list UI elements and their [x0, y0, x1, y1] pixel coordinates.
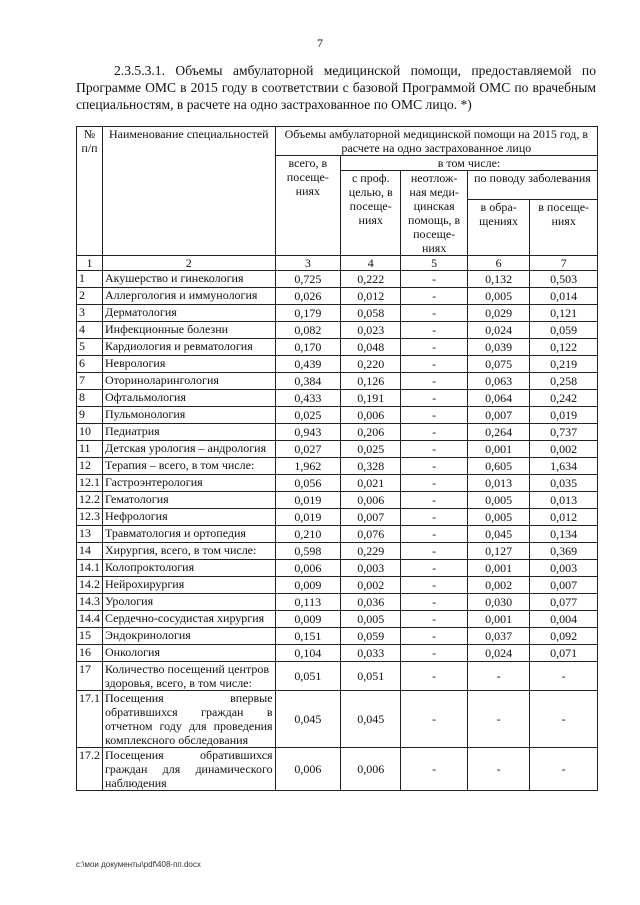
- value-cell: 0,013: [530, 492, 598, 509]
- value-cell: 0,007: [341, 509, 401, 526]
- column-number: 6: [467, 256, 529, 271]
- value-cell: 0,012: [530, 509, 598, 526]
- header-volumes: Объемы амбулаторной медицинской помощи на 2015 год, в расчете на одно застрахованное лицо: [275, 127, 597, 156]
- header-visits: в посеще-ниях: [530, 199, 598, 255]
- value-cell: 0,007: [467, 407, 529, 424]
- value-cell: 0,005: [467, 509, 529, 526]
- specialty-name: Детская урология – андрология: [102, 441, 275, 458]
- value-cell: -: [467, 662, 529, 691]
- value-cell: 0,064: [467, 390, 529, 407]
- specialty-name: Количество посещений центров здоровья, всего, в том числе:: [102, 662, 275, 691]
- value-cell: 0,009: [275, 577, 341, 594]
- table-row: [77, 748, 598, 791]
- row-number: 14: [77, 543, 103, 560]
- value-cell: 0,006: [275, 748, 341, 791]
- specialty-name: Акушерство и гинекология: [102, 271, 275, 288]
- column-number: 4: [341, 256, 401, 271]
- page-number: 7: [317, 36, 323, 50]
- table-row: [77, 594, 598, 611]
- value-cell: 1,634: [530, 458, 598, 475]
- table-row: [77, 475, 598, 492]
- header-including: в том числе:: [341, 156, 598, 171]
- specialty-name: Нейрохирургия: [102, 577, 275, 594]
- value-cell: 0,082: [275, 322, 341, 339]
- value-cell: 0,075: [467, 356, 529, 373]
- value-cell: -: [401, 305, 468, 322]
- value-cell: 0,003: [530, 560, 598, 577]
- table-row: [77, 628, 598, 645]
- value-cell: 0,206: [341, 424, 401, 441]
- value-cell: -: [401, 441, 468, 458]
- value-cell: 0,134: [530, 526, 598, 543]
- value-cell: 0,006: [341, 748, 401, 791]
- header-num: № п/п: [77, 127, 103, 256]
- value-cell: 0,030: [467, 594, 529, 611]
- value-cell: 0,025: [275, 407, 341, 424]
- value-cell: 0,039: [467, 339, 529, 356]
- value-cell: 0,210: [275, 526, 341, 543]
- table-row: [77, 322, 598, 339]
- value-cell: 0,725: [275, 271, 341, 288]
- value-cell: 0,051: [341, 662, 401, 691]
- specialty-name: Онкология: [102, 645, 275, 662]
- value-cell: 0,605: [467, 458, 529, 475]
- table-row: [77, 577, 598, 594]
- value-cell: 0,071: [530, 645, 598, 662]
- row-number: 7: [77, 373, 103, 390]
- row-number: 12.3: [77, 509, 103, 526]
- table-row: [77, 645, 598, 662]
- table-row: [77, 543, 598, 560]
- value-cell: 0,076: [341, 526, 401, 543]
- value-cell: 0,058: [341, 305, 401, 322]
- value-cell: -: [401, 577, 468, 594]
- row-number: 13: [77, 526, 103, 543]
- value-cell: -: [401, 390, 468, 407]
- value-cell: 0,258: [530, 373, 598, 390]
- value-cell: 0,012: [341, 288, 401, 305]
- value-cell: -: [401, 339, 468, 356]
- value-cell: 0,132: [467, 271, 529, 288]
- value-cell: -: [401, 373, 468, 390]
- table-row: [77, 509, 598, 526]
- value-cell: 0,009: [275, 611, 341, 628]
- column-number: 5: [401, 256, 468, 271]
- table-row: [77, 288, 598, 305]
- value-cell: 0,051: [275, 662, 341, 691]
- value-cell: 0,036: [341, 594, 401, 611]
- value-cell: 0,006: [341, 492, 401, 509]
- table-row: [77, 424, 598, 441]
- header-total: всего, в посеще-ниях: [275, 156, 341, 256]
- value-cell: 0,113: [275, 594, 341, 611]
- value-cell: -: [401, 475, 468, 492]
- specialty-name: Травматология и ортопедия: [102, 526, 275, 543]
- table-row: [77, 271, 598, 288]
- row-number: 4: [77, 322, 103, 339]
- value-cell: 0,229: [341, 543, 401, 560]
- row-number: 9: [77, 407, 103, 424]
- row-number: 17.2: [77, 748, 103, 791]
- value-cell: 0,002: [341, 577, 401, 594]
- value-cell: 0,019: [530, 407, 598, 424]
- value-cell: -: [401, 492, 468, 509]
- value-cell: 0,037: [467, 628, 529, 645]
- value-cell: 0,007: [530, 577, 598, 594]
- row-number: 14.4: [77, 611, 103, 628]
- value-cell: -: [401, 424, 468, 441]
- column-number: 3: [275, 256, 341, 271]
- value-cell: -: [401, 407, 468, 424]
- value-cell: 0,121: [530, 305, 598, 322]
- value-cell: 0,170: [275, 339, 341, 356]
- row-number: 15: [77, 628, 103, 645]
- value-cell: 0,219: [530, 356, 598, 373]
- row-number: 5: [77, 339, 103, 356]
- value-cell: 0,503: [530, 271, 598, 288]
- value-cell: -: [467, 691, 529, 748]
- row-number: 8: [77, 390, 103, 407]
- volumes-table: [76, 126, 598, 791]
- row-number: 1: [77, 271, 103, 288]
- value-cell: 0,598: [275, 543, 341, 560]
- value-cell: 0,077: [530, 594, 598, 611]
- value-cell: 0,002: [530, 441, 598, 458]
- value-cell: 0,242: [530, 390, 598, 407]
- table-row: [77, 492, 598, 509]
- header-disease: по поводу заболевания: [467, 171, 597, 200]
- value-cell: 0,002: [467, 577, 529, 594]
- value-cell: 0,019: [275, 509, 341, 526]
- table-row: [77, 526, 598, 543]
- table-row: [77, 662, 598, 691]
- value-cell: -: [401, 748, 468, 791]
- value-cell: -: [467, 748, 529, 791]
- specialty-name: Неврология: [102, 356, 275, 373]
- row-number: 3: [77, 305, 103, 322]
- value-cell: 0,439: [275, 356, 341, 373]
- value-cell: 0,048: [341, 339, 401, 356]
- value-cell: 0,006: [275, 560, 341, 577]
- value-cell: 0,127: [467, 543, 529, 560]
- value-cell: 0,151: [275, 628, 341, 645]
- specialty-name: Сердечно-сосудистая хирургия: [102, 611, 275, 628]
- value-cell: 0,045: [275, 691, 341, 748]
- value-cell: -: [401, 594, 468, 611]
- value-cell: -: [401, 322, 468, 339]
- value-cell: 0,033: [341, 645, 401, 662]
- value-cell: -: [401, 543, 468, 560]
- table-row: [77, 356, 598, 373]
- section-title: 2.3.5.3.1. Объемы амбулаторной медицинской помощи, предоставляемой по Программе ОМС в 2015 году в соответствии с базовой Программой ОМС по врачебным специальностям, в расчете на одно застрахованное по ОМС лицо. *): [76, 63, 596, 112]
- header-appeals: в обра-щениях: [467, 199, 529, 255]
- table-row: [77, 373, 598, 390]
- value-cell: 0,005: [467, 288, 529, 305]
- specialty-name: Инфекционные болезни: [102, 322, 275, 339]
- value-cell: 0,024: [467, 322, 529, 339]
- row-number: 14.1: [77, 560, 103, 577]
- value-cell: 0,092: [530, 628, 598, 645]
- value-cell: -: [530, 662, 598, 691]
- value-cell: 0,025: [341, 441, 401, 458]
- row-number: 17.1: [77, 691, 103, 748]
- value-cell: -: [401, 691, 468, 748]
- value-cell: 0,179: [275, 305, 341, 322]
- column-number: 2: [102, 256, 275, 271]
- specialty-name: Нефрология: [102, 509, 275, 526]
- value-cell: -: [401, 628, 468, 645]
- row-number: 14.2: [77, 577, 103, 594]
- row-number: 12.1: [77, 475, 103, 492]
- table-row: [77, 339, 598, 356]
- value-cell: 0,063: [467, 373, 529, 390]
- table-row: [77, 441, 598, 458]
- value-cell: 0,006: [341, 407, 401, 424]
- row-number: 16: [77, 645, 103, 662]
- value-cell: 0,737: [530, 424, 598, 441]
- value-cell: -: [401, 458, 468, 475]
- table-row: [77, 611, 598, 628]
- value-cell: -: [401, 356, 468, 373]
- value-cell: 0,328: [341, 458, 401, 475]
- specialty-name: Посещения впервые обратившихся граждан в отчетном году для проведения комплексного обследования: [102, 691, 275, 748]
- column-number: 1: [77, 256, 103, 271]
- value-cell: 0,264: [467, 424, 529, 441]
- value-cell: 0,003: [341, 560, 401, 577]
- value-cell: 0,021: [341, 475, 401, 492]
- specialty-name: Офтальмология: [102, 390, 275, 407]
- specialty-name: Урология: [102, 594, 275, 611]
- value-cell: 0,045: [467, 526, 529, 543]
- value-cell: 0,126: [341, 373, 401, 390]
- specialty-name: Хирургия, всего, в том числе:: [102, 543, 275, 560]
- value-cell: -: [401, 560, 468, 577]
- value-cell: 0,004: [530, 611, 598, 628]
- specialty-name: Посещения обратившихся граждан для динамического наблюдения: [102, 748, 275, 791]
- value-cell: -: [530, 748, 598, 791]
- specialty-name: Дерматология: [102, 305, 275, 322]
- specialty-name: Аллергология и иммунология: [102, 288, 275, 305]
- row-number: 11: [77, 441, 103, 458]
- value-cell: -: [401, 509, 468, 526]
- value-cell: 0,056: [275, 475, 341, 492]
- specialty-name: Педиатрия: [102, 424, 275, 441]
- table-row: [77, 407, 598, 424]
- value-cell: 0,059: [530, 322, 598, 339]
- value-cell: 0,001: [467, 611, 529, 628]
- specialty-name: Оториноларингология: [102, 373, 275, 390]
- header-urgent: неотлож-ная меди-цинская помощь, в посеще-ниях: [401, 171, 468, 256]
- value-cell: 0,943: [275, 424, 341, 441]
- table-row: [77, 458, 598, 475]
- file-path-footer: c:\мои документы\pdf\408-пп.docx: [76, 860, 201, 869]
- specialty-name: Гастроэнтерология: [102, 475, 275, 492]
- column-number-row: [77, 256, 598, 271]
- specialty-name: Эндокринология: [102, 628, 275, 645]
- table-row: [77, 691, 598, 748]
- value-cell: 0,104: [275, 645, 341, 662]
- value-cell: 0,023: [341, 322, 401, 339]
- value-cell: 0,013: [467, 475, 529, 492]
- row-number: 6: [77, 356, 103, 373]
- value-cell: -: [401, 271, 468, 288]
- value-cell: 0,222: [341, 271, 401, 288]
- table-row: [77, 560, 598, 577]
- value-cell: 0,024: [467, 645, 529, 662]
- specialty-name: Пульмонология: [102, 407, 275, 424]
- value-cell: 0,005: [341, 611, 401, 628]
- value-cell: 0,001: [467, 441, 529, 458]
- value-cell: 0,014: [530, 288, 598, 305]
- header-row: [77, 127, 598, 156]
- value-cell: 0,026: [275, 288, 341, 305]
- value-cell: 0,029: [467, 305, 529, 322]
- table-row: [77, 390, 598, 407]
- value-cell: -: [401, 645, 468, 662]
- value-cell: 0,059: [341, 628, 401, 645]
- value-cell: 0,045: [341, 691, 401, 748]
- row-number: 14.3: [77, 594, 103, 611]
- header-prof: с проф. целью, в посеще-ниях: [341, 171, 401, 256]
- column-number: 7: [530, 256, 598, 271]
- specialty-name: Гематология: [102, 492, 275, 509]
- value-cell: 0,035: [530, 475, 598, 492]
- value-cell: -: [401, 662, 468, 691]
- value-cell: 0,122: [530, 339, 598, 356]
- value-cell: 0,001: [467, 560, 529, 577]
- row-number: 17: [77, 662, 103, 691]
- value-cell: 1,962: [275, 458, 341, 475]
- specialty-name: Терапия – всего, в том числе:: [102, 458, 275, 475]
- row-number: 10: [77, 424, 103, 441]
- value-cell: 0,220: [341, 356, 401, 373]
- row-number: 12.2: [77, 492, 103, 509]
- specialty-name: Колопроктология: [102, 560, 275, 577]
- value-cell: -: [530, 691, 598, 748]
- value-cell: 0,005: [467, 492, 529, 509]
- value-cell: 0,384: [275, 373, 341, 390]
- row-number: 2: [77, 288, 103, 305]
- value-cell: -: [401, 288, 468, 305]
- row-number: 12: [77, 458, 103, 475]
- value-cell: 0,191: [341, 390, 401, 407]
- header-name: Наименование специальностей: [102, 127, 275, 256]
- specialty-name: Кардиология и ревматология: [102, 339, 275, 356]
- value-cell: 0,433: [275, 390, 341, 407]
- value-cell: 0,019: [275, 492, 341, 509]
- value-cell: -: [401, 526, 468, 543]
- table-row: [77, 305, 598, 322]
- value-cell: 0,027: [275, 441, 341, 458]
- value-cell: -: [401, 611, 468, 628]
- value-cell: 0,369: [530, 543, 598, 560]
